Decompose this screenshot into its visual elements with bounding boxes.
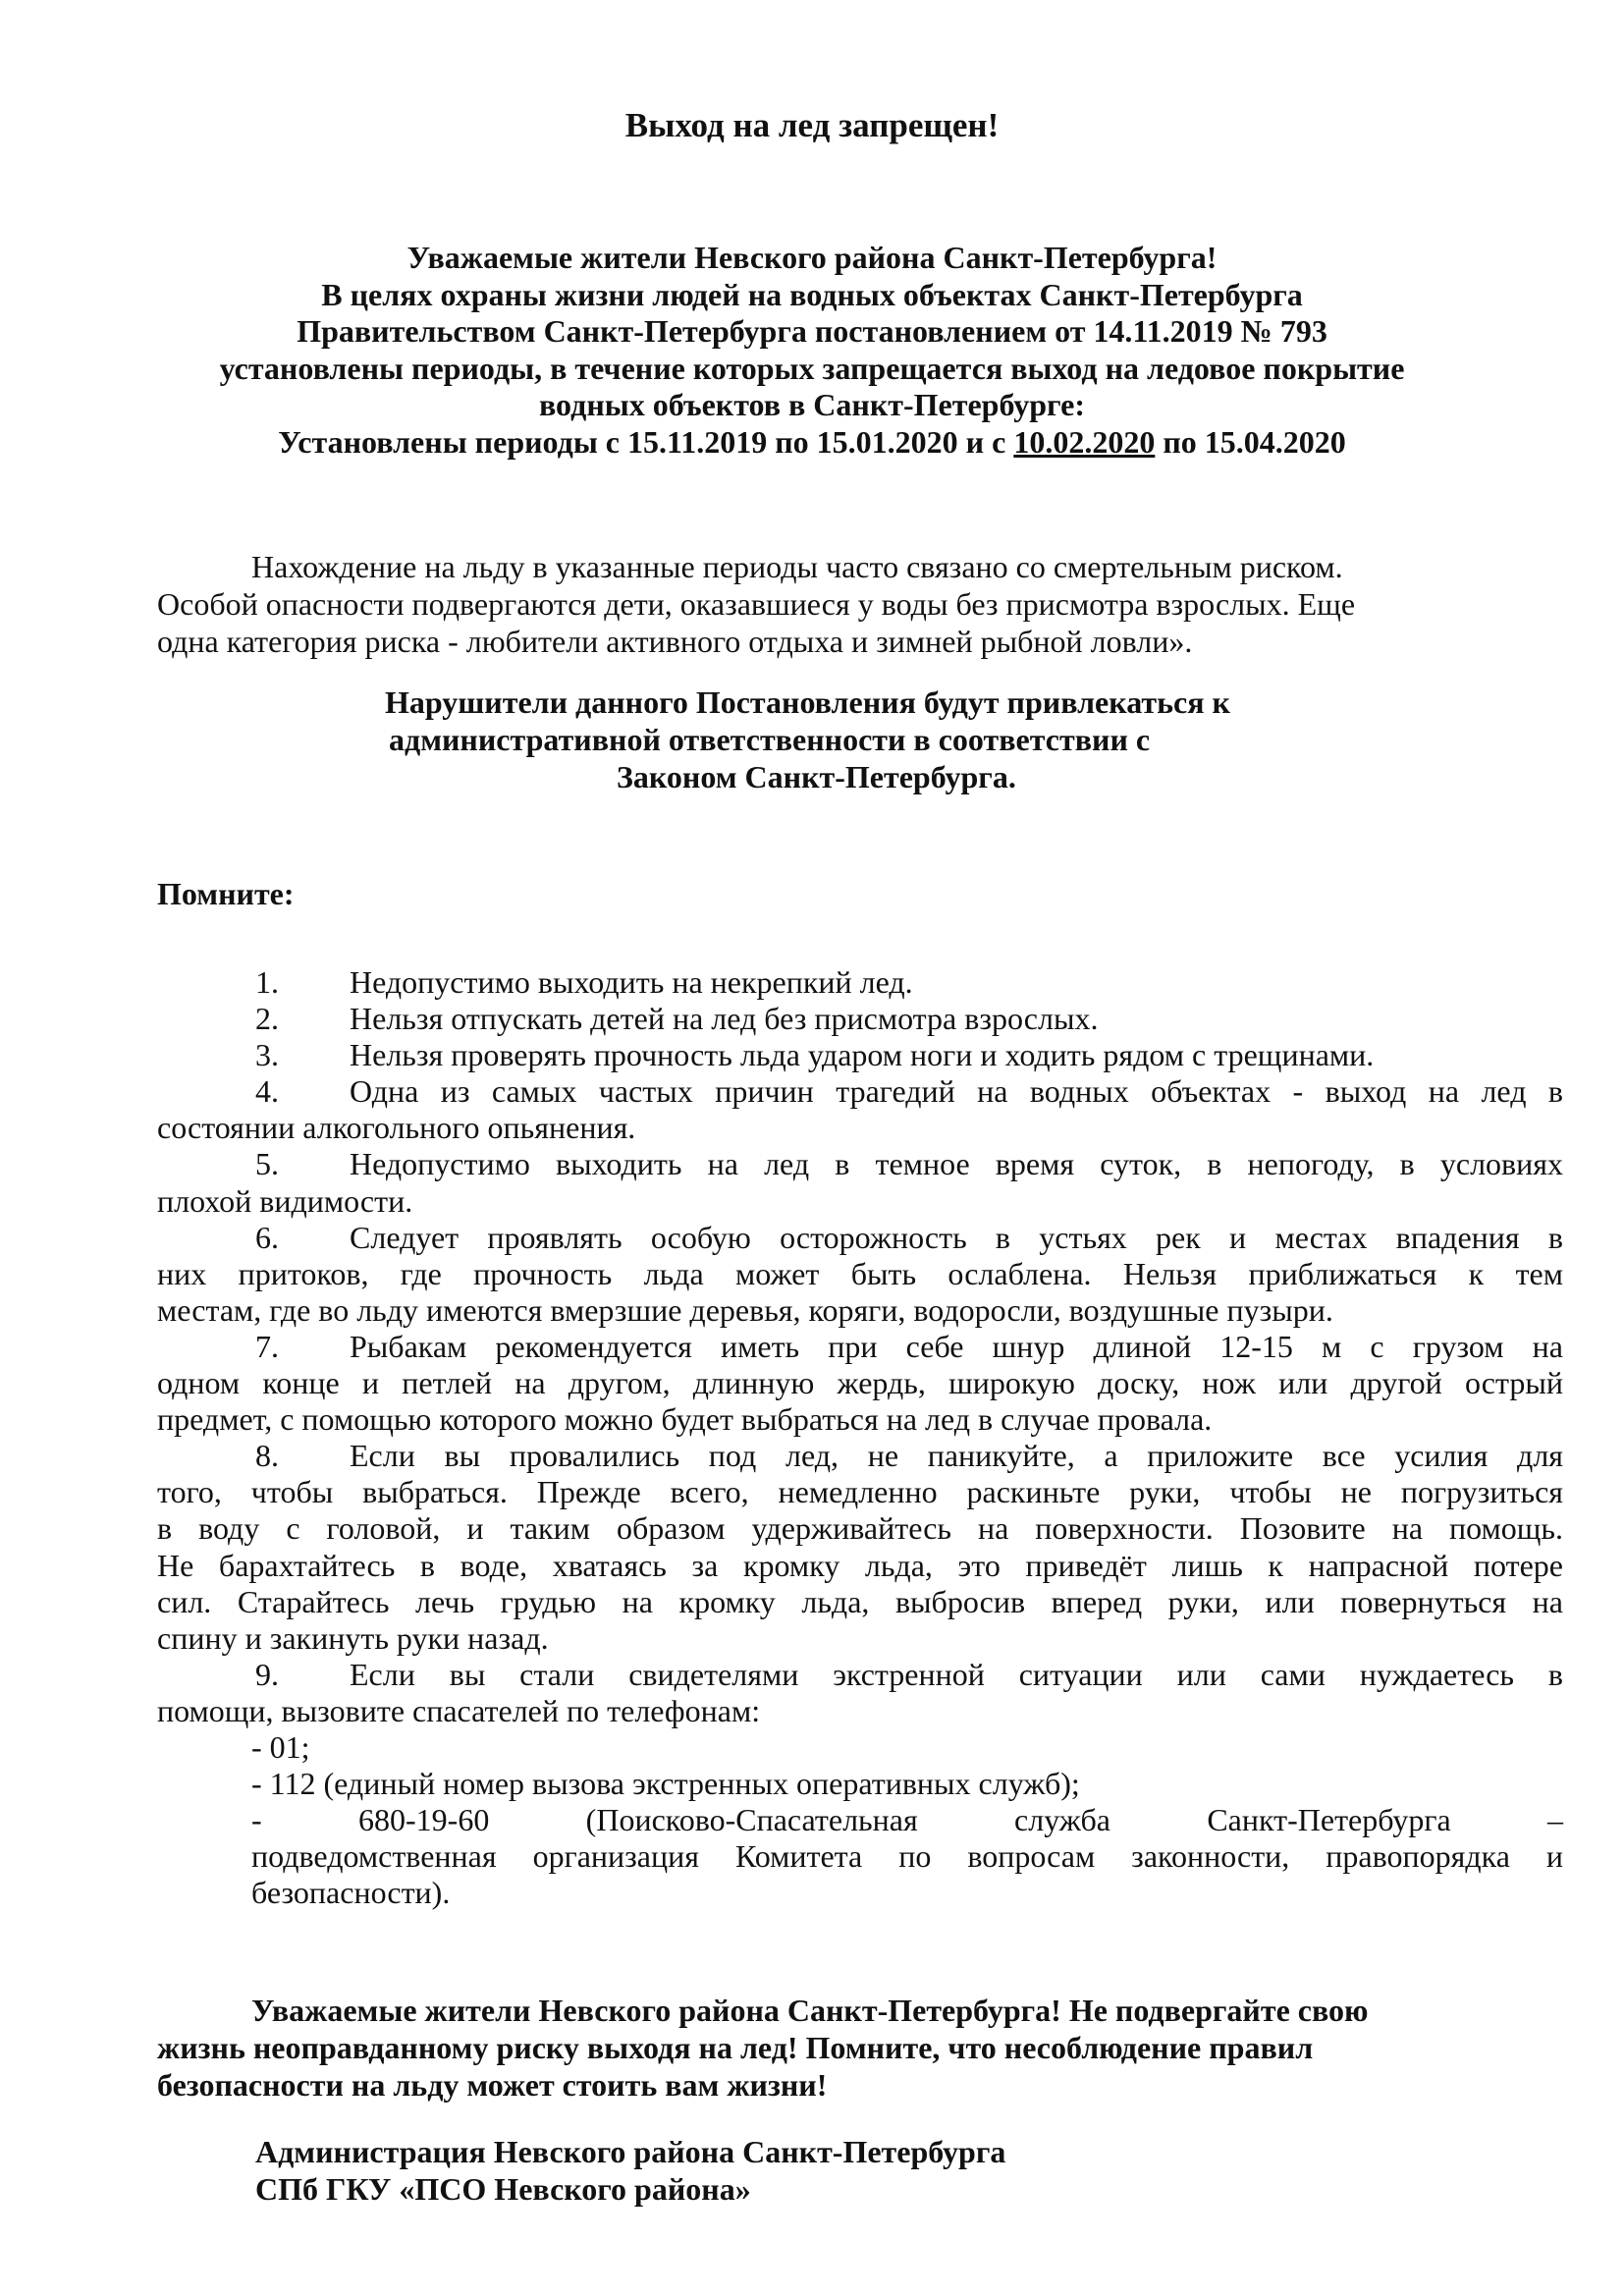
rule-item-cont bbox=[157, 1365, 1563, 1401]
rule-item-cont bbox=[157, 1110, 1563, 1146]
paragraph-line: Нахождение на льду в указанные периоды часто связано со смертельным риском. bbox=[251, 549, 1343, 584]
remember-heading: Помните: bbox=[157, 876, 295, 911]
signature-block bbox=[255, 2133, 1005, 2208]
phone-text: - 112 (единый номер вызова экстренных оперативных служб); bbox=[251, 1766, 1080, 1802]
warning-line: Законом Санкт-Петербурга. bbox=[617, 759, 1016, 794]
periods-end: по 15.04.2020 bbox=[1155, 423, 1346, 460]
warning-line: административной ответственности в соответствии с bbox=[389, 722, 1151, 757]
rule-text: Недопустимо выходить на лед в темное время суток, в непогоду, в условиях bbox=[350, 1146, 1563, 1182]
rule-text: Если вы стали свидетелями экстренной ситуации или сами нуждаетесь в bbox=[350, 1656, 1563, 1692]
rule-text: местам, где во льду имеются вмерзшие деревья, коряги, водоросли, воздушные пузыри. bbox=[157, 1291, 1333, 1328]
intro-line: установлены периоды, в течение которых запрещается выход на ледовое покрытие bbox=[219, 350, 1405, 386]
rule-item-cont bbox=[157, 1510, 1563, 1547]
warning-line: Нарушители данного Постановления будут привлекаться к bbox=[385, 684, 1230, 720]
phone-text: - 680-19-60 (Поисково-Спасательная служба Санкт-Петербурга – bbox=[251, 1802, 1563, 1838]
final-line: безопасности на льду может стоить вам жизни! bbox=[157, 2067, 828, 2103]
phone-item-cont bbox=[251, 1875, 1563, 1911]
rule-number: 6. bbox=[255, 1219, 279, 1255]
rule-text: спину и закинуть руки назад. bbox=[157, 1619, 549, 1656]
rule-item-cont bbox=[157, 1620, 1563, 1657]
signature-line: Администрация Невского района Санкт-Петербурга bbox=[255, 2134, 1006, 2169]
final-appeal bbox=[157, 1992, 1565, 2104]
rule-item-cont bbox=[157, 1292, 1563, 1329]
rule-number: 1. bbox=[255, 964, 279, 1000]
rule-text: них притоков, где прочность льда может быть ослаблена. Нельзя приближаться к тем bbox=[157, 1255, 1563, 1291]
paragraph-line: Особой опасности подвергаются дети, оказавшиеся у воды без присмотра взрослых. Еще bbox=[157, 586, 1356, 622]
rule-text: Нельзя отпускать детей на лед без присмотра взрослых. bbox=[350, 1001, 1099, 1037]
phones-block bbox=[157, 1729, 1563, 1911]
intro-line: водных объектов в Санкт-Петербурге: bbox=[538, 387, 1086, 422]
rule-text: Следует проявлять особую осторожность в устьях рек и местах впадения в bbox=[350, 1219, 1563, 1255]
final-line: Уважаемые жители Невского района Санкт-Петербурга! Не подвергайте свою bbox=[251, 1993, 1369, 2028]
rule-item bbox=[157, 1146, 1563, 1182]
paragraph-line: одна категория риска - любители активного отдыха и зимней рыбной ловли». bbox=[157, 624, 1193, 659]
rule-text: одном конце и петлей на другом, длинную жердь, широкую доску, нож или другой острый bbox=[157, 1365, 1563, 1401]
rules-list bbox=[157, 964, 1563, 1911]
rule-number: 4. bbox=[255, 1073, 279, 1110]
signature-line: СПб ГКУ «ПСО Невского района» bbox=[255, 2171, 751, 2207]
rule-text: Недопустимо выходить на некрепкий лед. bbox=[350, 964, 913, 1000]
rule-item-cont bbox=[157, 1474, 1563, 1510]
underlined-date: 10.02.2020 bbox=[1013, 423, 1156, 460]
rule-item bbox=[157, 964, 1563, 1001]
rule-text: состоянии алкогольного опьянения. bbox=[157, 1110, 636, 1146]
rule-item bbox=[157, 1329, 1563, 1365]
rule-item bbox=[157, 1073, 1563, 1110]
rules-container bbox=[157, 964, 1563, 1729]
phone-item-cont bbox=[251, 1838, 1563, 1875]
rule-text: Одна из самых частых причин трагедий на водных объектах - выход на лед в bbox=[350, 1073, 1563, 1110]
phone-item bbox=[157, 1766, 1563, 1802]
rule-number: 2. bbox=[255, 1001, 279, 1037]
rule-text: плохой видимости. bbox=[157, 1182, 413, 1219]
phone-text: подведомственная организация Комитета по вопросам законности, правопорядка и bbox=[251, 1838, 1563, 1875]
intro-line: В целях охраны жизни людей на водных объектах Санкт-Петербурга bbox=[321, 276, 1303, 312]
phone-item bbox=[251, 1802, 1563, 1838]
intro-line: Уважаемые жители Невского района Санкт-Петербурга! bbox=[406, 240, 1218, 275]
intro-block bbox=[118, 240, 1506, 461]
phone-text: безопасности). bbox=[251, 1875, 451, 1911]
rule-text: Рыбакам рекомендуется иметь при себе шнур длиной 12-15 м с грузом на bbox=[350, 1328, 1563, 1364]
rule-text: в воду с головой, и таким образом удерживайтесь на поверхности. Позовите на помощь. bbox=[157, 1510, 1563, 1547]
rule-number: 8. bbox=[255, 1438, 279, 1474]
phone-item bbox=[157, 1729, 1563, 1766]
rule-text: предмет, с помощью которого можно будет выбраться на лед в случае провала. bbox=[157, 1401, 1213, 1438]
rule-item-cont bbox=[157, 1183, 1563, 1220]
final-line: жизнь неоправданному риску выходя на лед! Помните, что несоблюдение правил bbox=[157, 2030, 1314, 2065]
rule-item-cont bbox=[157, 1548, 1563, 1584]
danger-paragraph bbox=[157, 548, 1565, 660]
rule-text: помощи, вызовите спасателей по телефонам: bbox=[157, 1692, 761, 1728]
phone-text: - 01; bbox=[251, 1728, 310, 1765]
rule-number: 3. bbox=[255, 1037, 279, 1073]
rule-text: Нельзя проверять прочность льда ударом ноги и ходить рядом с трещинами. bbox=[350, 1037, 1375, 1073]
rule-number: 5. bbox=[255, 1146, 279, 1182]
rule-item-cont bbox=[157, 1401, 1563, 1438]
rule-item bbox=[157, 1037, 1563, 1073]
rule-number: 7. bbox=[255, 1328, 279, 1364]
rule-item bbox=[157, 1001, 1563, 1037]
rule-item bbox=[157, 1657, 1563, 1693]
rule-text: того, чтобы выбраться. Прежде всего, немедленно раскиньте руки, чтобы не погрузиться bbox=[157, 1474, 1563, 1510]
rule-item bbox=[157, 1438, 1563, 1474]
intro-line-periods bbox=[118, 424, 1506, 462]
rule-text: Не барахтайтесь в воде, хватаясь за кромку льда, это приведёт лишь к напрасной потере bbox=[157, 1547, 1563, 1583]
rule-item bbox=[157, 1220, 1563, 1256]
rule-text: сил. Старайтесь лечь грудью на кромку льда, выбросив вперед руки, или повернуться на bbox=[157, 1583, 1563, 1619]
rule-item-cont bbox=[157, 1693, 1563, 1729]
intro-line: Правительством Санкт-Петербурга постановлением от 14.11.2019 № 793 bbox=[297, 313, 1327, 349]
page-title: Выход на лед запрещен! bbox=[624, 106, 1000, 144]
rule-text: Если вы провалились под лед, не паникуйте, а приложите все усилия для bbox=[350, 1438, 1563, 1474]
rule-item-cont bbox=[157, 1584, 1563, 1620]
rule-item-cont bbox=[157, 1256, 1563, 1292]
periods-text: Установлены периоды с 15.11.2019 по 15.01.2020 и с bbox=[278, 423, 1014, 460]
rule-number: 9. bbox=[255, 1656, 279, 1692]
